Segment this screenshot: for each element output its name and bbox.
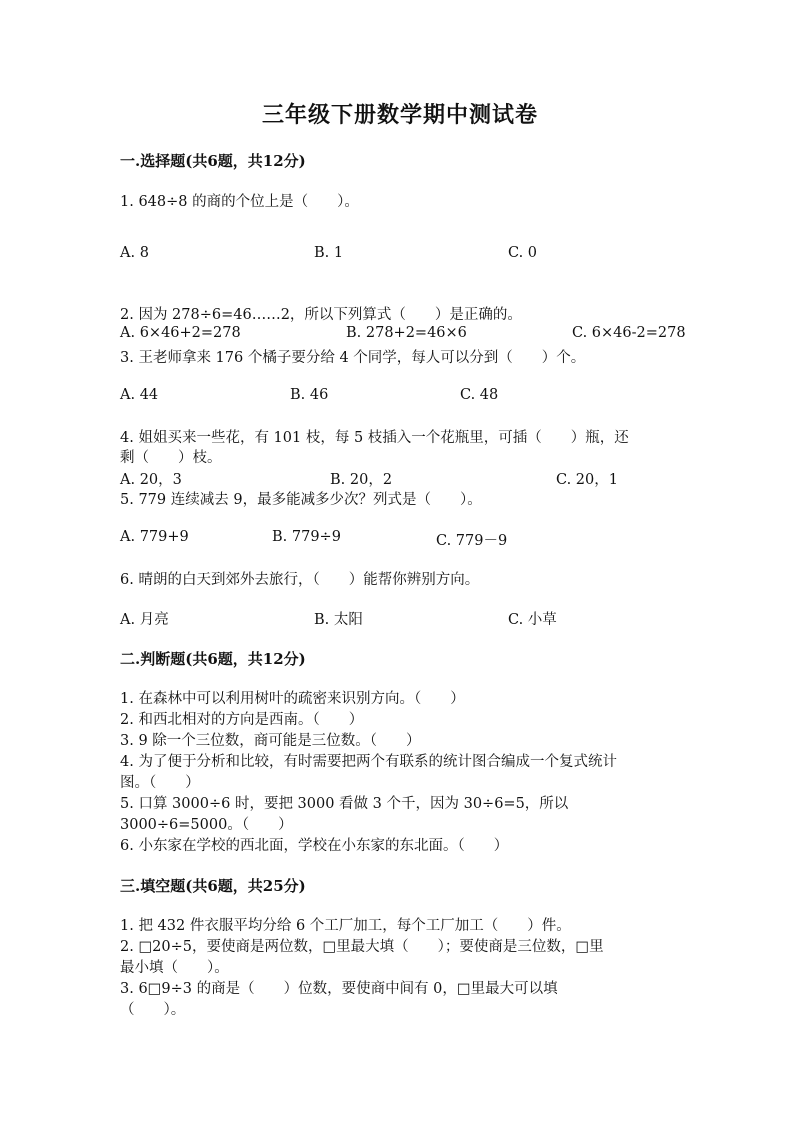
section-heading-judge: 二.判断题(共6题，共12分) <box>120 650 306 668</box>
fill-line: 最小填（ ）。 <box>120 960 229 976</box>
question-text: 1. 648÷8 的商的个位上是（ ）。 <box>120 194 359 210</box>
option-c: C. 6×46-2=278 <box>572 325 686 341</box>
option-c: C. 20，1 <box>556 472 618 488</box>
option-a: A. 779+9 <box>120 529 189 545</box>
statement-line: 3. 9 除一个三位数，商可能是三位数。（ ） <box>120 733 421 749</box>
fill-line: 3. 6□9÷3 的商是（ ）位数，要使商中间有 0，□里最大可以填 <box>120 981 558 997</box>
statement-line: 2. 和西北相对的方向是西南。（ ） <box>120 712 364 728</box>
section-heading-fill: 三.填空题(共6题，共25分) <box>120 877 306 895</box>
statement-line: 图。（ ） <box>120 775 200 791</box>
fill-line: 1. 把 432 件衣服平均分给 6 个工厂加工，每个工厂加工（ ）件。 <box>120 918 571 934</box>
option-a: A. 44 <box>120 387 159 403</box>
question-text: 4. 姐姐买来一些花，有 101 枝，每 5 枝插入一个花瓶里，可插（ ）瓶，还 <box>120 430 629 446</box>
question-text-continued: 剩（ ）枝。 <box>120 450 222 466</box>
statement-line: 5. 口算 3000÷6 时，要把 3000 看做 3 个千，因为 30÷6=5，所以 <box>120 796 569 812</box>
option-a: A. 20，3 <box>120 472 182 488</box>
option-b: B. 278+2=46×6 <box>346 325 467 341</box>
option-b: B. 46 <box>290 387 329 403</box>
question-text: 5. 779 连续减去 9，最多能减多少次？列式是（ ）。 <box>120 492 482 508</box>
option-c: C. 小草 <box>508 612 557 628</box>
statement-line: 6. 小东家在学校的西北面，学校在小东家的东北面。（ ） <box>120 838 509 854</box>
question-text: 6. 晴朗的白天到郊外去旅行，（ ）能帮你辨别方向。 <box>120 572 480 588</box>
option-b: B. 1 <box>314 245 344 261</box>
question-text: 3. 王老师拿来 176 个橘子要分给 4 个同学，每人可以分到（ ）个。 <box>120 350 586 366</box>
option-c: C. 779－9 <box>436 533 508 549</box>
option-b: B. 太阳 <box>314 612 363 628</box>
option-a: A. 月亮 <box>120 612 169 628</box>
option-c: C. 48 <box>460 387 499 403</box>
question-text: 2. 因为 278÷6=46……2，所以下列算式（ ）是正确的。 <box>120 307 522 323</box>
option-c: C. 0 <box>508 245 538 261</box>
statement-line: 3000÷6=5000。（ ） <box>120 817 293 833</box>
option-a: A. 6×46+2=278 <box>120 325 241 341</box>
option-a: A. 8 <box>120 245 149 261</box>
option-b: B. 20，2 <box>330 472 393 488</box>
section-heading-choice: 一.选择题(共6题，共12分) <box>120 152 306 170</box>
statement-line: 1. 在森林中可以利用树叶的疏密来识别方向。（ ） <box>120 691 465 707</box>
option-b: B. 779÷9 <box>272 529 341 545</box>
statement-line: 4. 为了便于分析和比较，有时需要把两个有联系的统计图合编成一个复式统计 <box>120 754 617 770</box>
fill-line: 2. □20÷5，要使商是两位数，□里最大填（ ）；要使商是三位数，□里 <box>120 939 604 955</box>
fill-line: （ ）。 <box>120 1002 186 1018</box>
page-title: 三年级下册数学期中测试卷 <box>261 102 538 128</box>
